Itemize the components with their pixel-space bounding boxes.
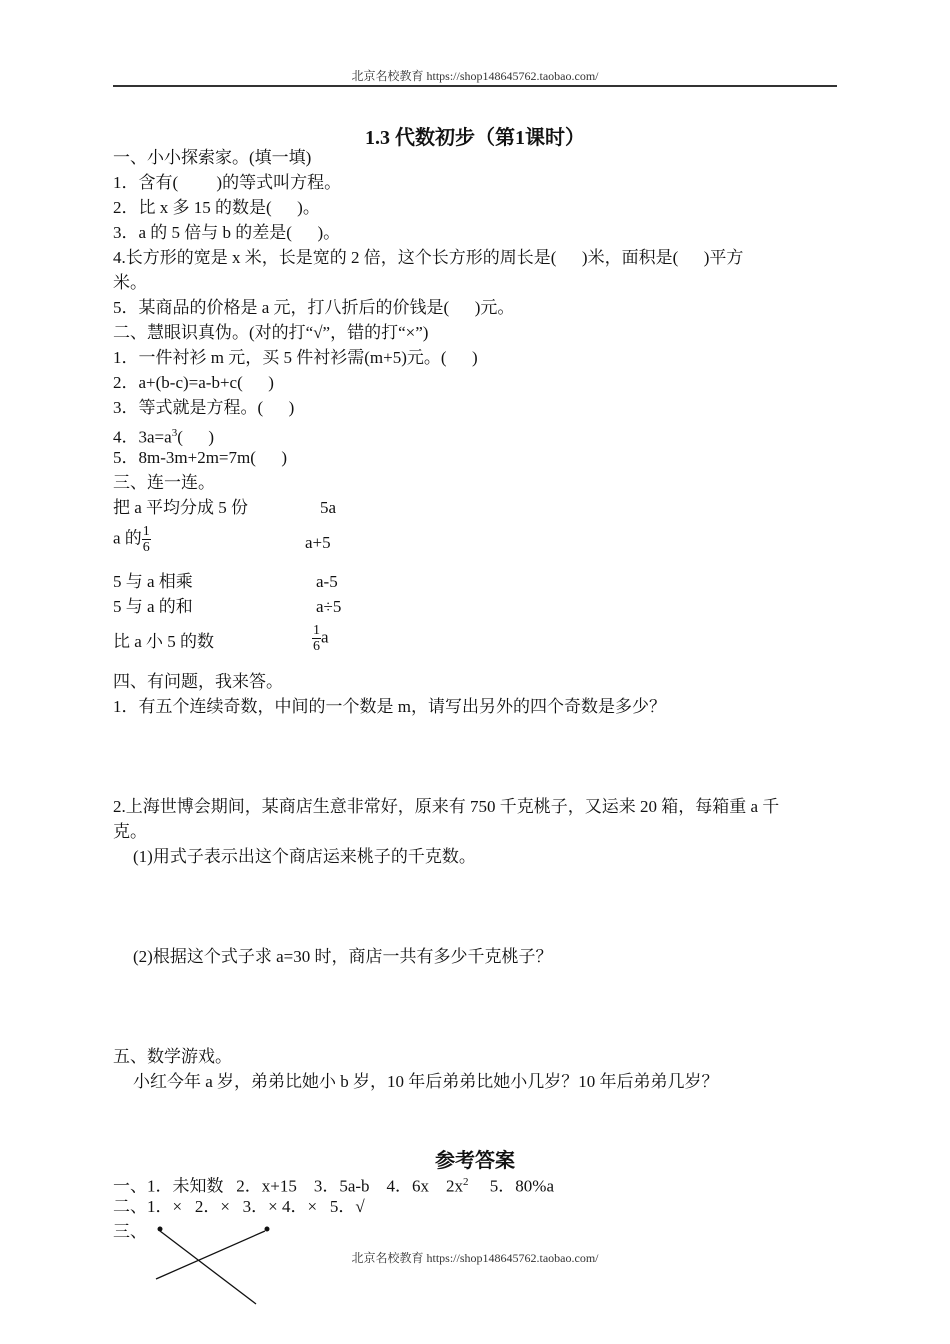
- match-left: 5 与 a 的和: [113, 597, 193, 616]
- page-header: 北京名校教育 https://shop148645762.taobao.com/: [351, 69, 599, 83]
- question: 5．某商品的价格是 a 元，打八折后的价钱是( )元。: [113, 298, 515, 317]
- question-text: 4．3a=a: [113, 427, 172, 447]
- question: 1．含有( )的等式叫方程。: [113, 173, 342, 192]
- question: 2．a+(b-c)=a-b+c( ): [113, 373, 274, 392]
- match-right: a-5: [316, 572, 338, 591]
- match-left: 把 a 平均分成 5 份: [113, 498, 249, 517]
- section-4-heading: 四、有问题，我来答。: [113, 672, 283, 691]
- question: 米。: [113, 273, 147, 292]
- dot: [265, 1227, 270, 1232]
- answer-text: 5．80%a: [468, 1176, 555, 1196]
- match-left: 比 a 小 5 的数: [113, 632, 215, 651]
- section-1-heading: 一、小小探索家。(填一填): [113, 148, 312, 167]
- question: 1．有五个连续奇数，中间的一个数是 m，请写出另外的四个奇数是多少？: [113, 697, 666, 716]
- question: 克。: [113, 822, 147, 841]
- sub-question: (2)根据这个式子求 a=30 时，商店一共有多少千克桃子？: [133, 947, 553, 966]
- section-2-heading: 二、慧眼识真伪。(对的打“√”，错的打“×”): [113, 323, 429, 342]
- numerator: 1: [313, 623, 320, 638]
- match-right: 5a: [320, 498, 337, 517]
- question: 4.长方形的宽是 x 米，长是宽的 2 倍，这个长方形的周长是( )米，面积是( )平方: [113, 248, 744, 267]
- question: 2．比 x 多 15 的数是( )。: [113, 198, 320, 217]
- answers-2: 二、1．× 2．× 3．× 4．× 5．√: [113, 1197, 365, 1216]
- match-left: 5 与 a 相乘: [113, 572, 193, 591]
- sub-question: (1)用式子表示出这个商店运来桃子的千克数。: [133, 847, 476, 866]
- question: 3．等式就是方程。( ): [113, 398, 295, 417]
- question: 2.上海世博会期间，某商店生意非常好，原来有 750 千克桃子，又运来 20 箱，每箱重 a 千: [113, 797, 780, 816]
- answers-title: 参考答案: [435, 1150, 515, 1172]
- section-3-heading: 三、连一连。: [113, 473, 215, 492]
- question-blank: ( ): [177, 427, 215, 447]
- question: 3．a 的 5 倍与 b 的差是( )。: [113, 223, 341, 242]
- section-5-heading: 五、数学游戏。: [113, 1047, 232, 1066]
- numerator: 1: [142, 524, 150, 539]
- dot: [158, 1227, 163, 1232]
- match-text: a 的: [113, 528, 142, 548]
- match-text: a: [321, 627, 329, 647]
- match-right: a+5: [305, 533, 331, 552]
- question: 小红今年 a 岁，弟弟比她小 b 岁，10 年后弟弟比她小几岁？10 年后弟弟几岁？: [133, 1072, 719, 1091]
- answer-text: 一、1．未知数 2．x+15 3．5a-b 4．6x 2x: [113, 1176, 464, 1196]
- page-footer: 北京名校教育 https://shop148645762.taobao.com/: [351, 1251, 599, 1265]
- exponent: 2: [463, 1176, 469, 1188]
- exponent: 3: [171, 427, 178, 439]
- denominator: 6: [142, 540, 150, 555]
- question: 1．一件衬衫 m 元，买 5 件衬衫需(m+5)元。( ): [113, 348, 478, 367]
- match-right: a÷5: [316, 597, 342, 616]
- question: 5．8m-3m+2m=7m( ): [113, 448, 288, 467]
- denominator: 6: [313, 639, 320, 654]
- answers-3: 三、: [113, 1222, 147, 1241]
- page-title: 1.3 代数初步（第1课时）: [365, 127, 585, 149]
